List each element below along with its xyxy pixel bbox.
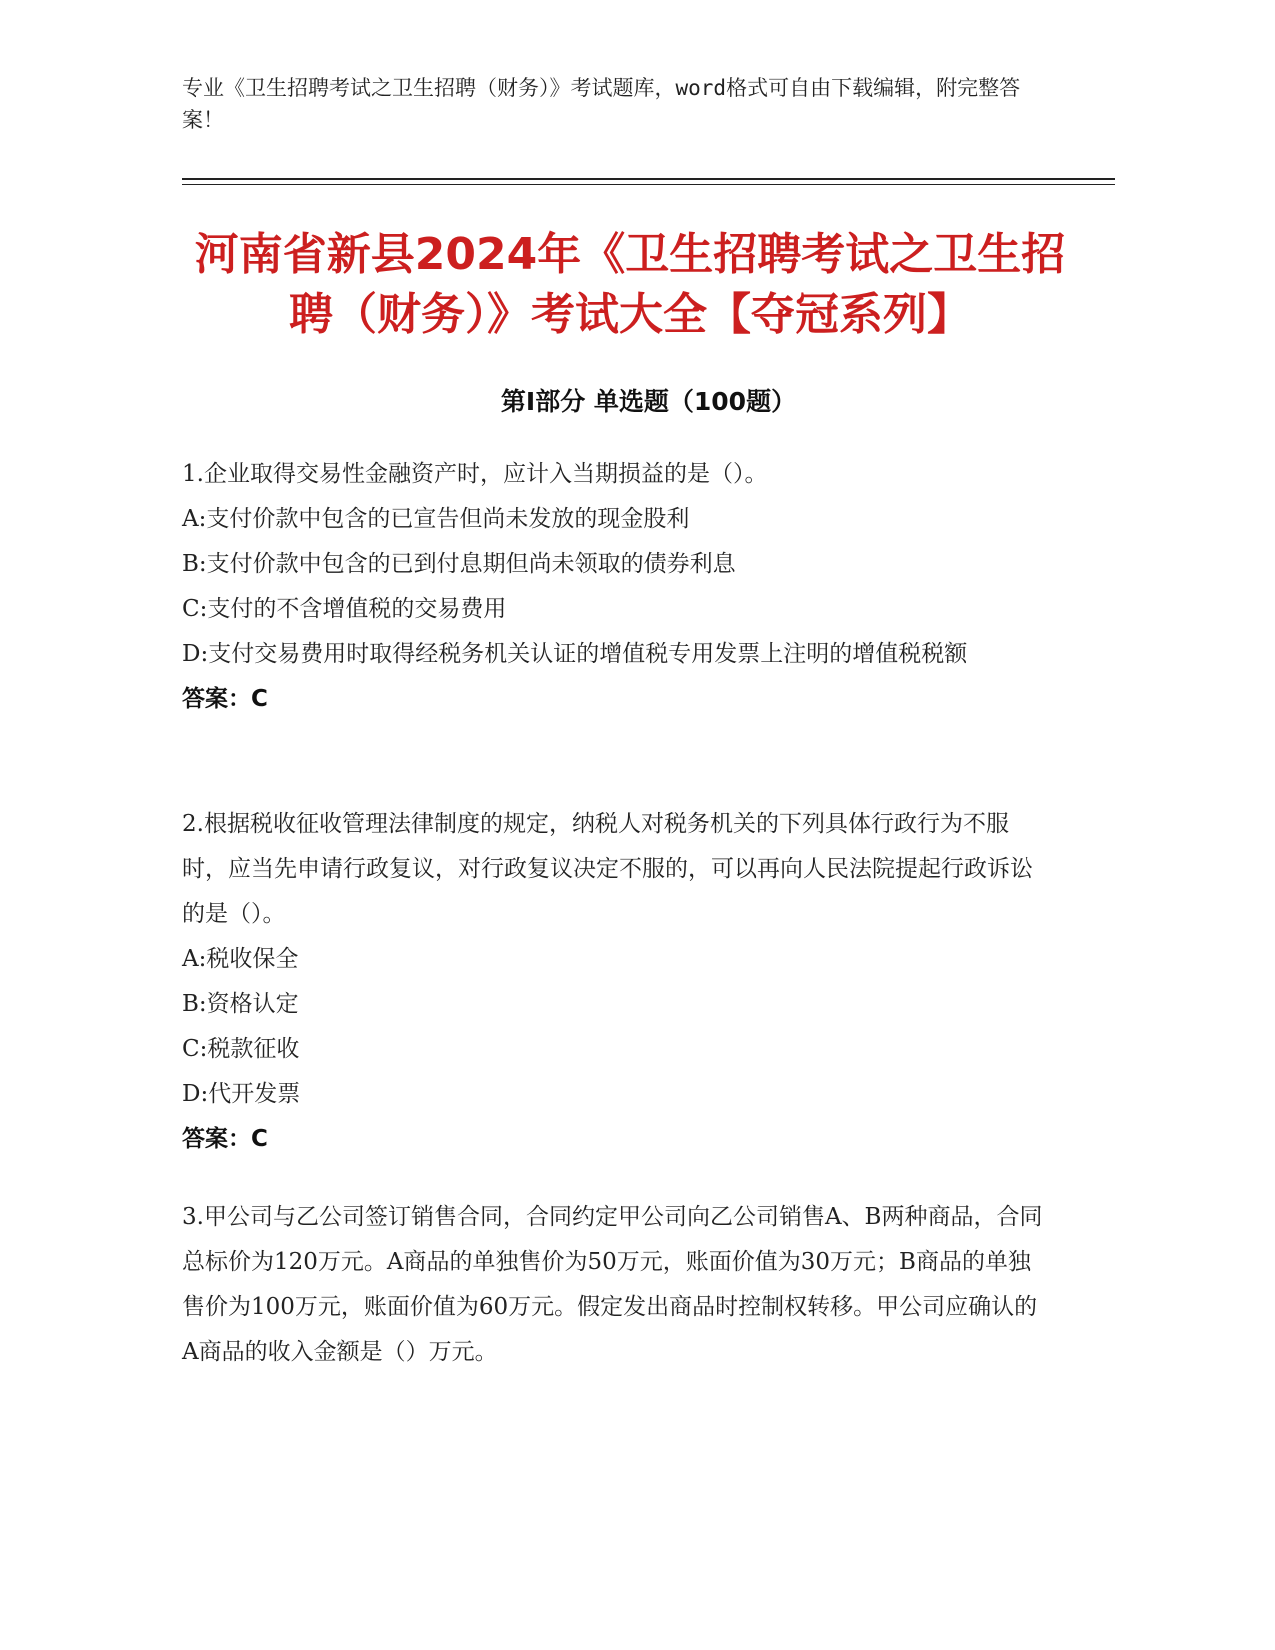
option-c: C:税款征收	[182, 1036, 300, 1062]
answer: 答案：C	[182, 686, 268, 712]
option-c: C:支付的不含增值税的交易费用	[182, 596, 507, 622]
option-b: B:支付价款中包含的已到付息期但尚未领取的债券利息	[182, 551, 736, 577]
option-b: B:资格认定	[182, 991, 299, 1017]
header-note: 专业《卫生招聘考试之卫生招聘（财务）》考试题库，word格式可自由下载编辑，附完整答案！	[182, 76, 1021, 132]
question-stem: 3.甲公司与乙公司签订销售合同，合同约定甲公司向乙公司销售A、B两种商品，合同总标价为120万元。A商品的单独售价为50万元，账面价值为30万元；B商品的单独售价为100万元，账面价值为60万元。假定发出商品时控制权转移。甲公司应确认的A商品的收入金额是（）万元。	[182, 1204, 1043, 1365]
header-divider-thick	[182, 178, 1115, 180]
question-3	[182, 1195, 1052, 1375]
option-d: D:代开发票	[182, 1081, 301, 1107]
question-stem: 1.企业取得交易性金融资产时，应计入当期损益的是（）。	[182, 461, 768, 487]
question-2	[182, 802, 1052, 1162]
header-divider-thin	[182, 184, 1115, 185]
answer: 答案：C	[182, 1126, 268, 1152]
question-stem: 2.根据税收征收管理法律制度的规定，纳税人对税务机关的下列具体行政行为不服时，应当先申请行政复议，对行政复议决定不服的，可以再向人民法院提起行政诉讼的是（）。	[182, 811, 1033, 927]
document-title: 河南省新县2024年《卫生招聘考试之卫生招聘（财务）》考试大全【夺冠系列】	[194, 229, 1066, 340]
option-d: D:支付交易费用时取得经税务机关认证的增值税专用发票上注明的增值税税额	[182, 641, 968, 667]
option-a: A:支付价款中包含的已宣告但尚未发放的现金股利	[182, 506, 690, 532]
section-heading: 第Ⅰ部分 单选题（100题）	[500, 387, 797, 416]
question-1	[182, 452, 1052, 722]
option-a: A:税收保全	[182, 946, 299, 972]
